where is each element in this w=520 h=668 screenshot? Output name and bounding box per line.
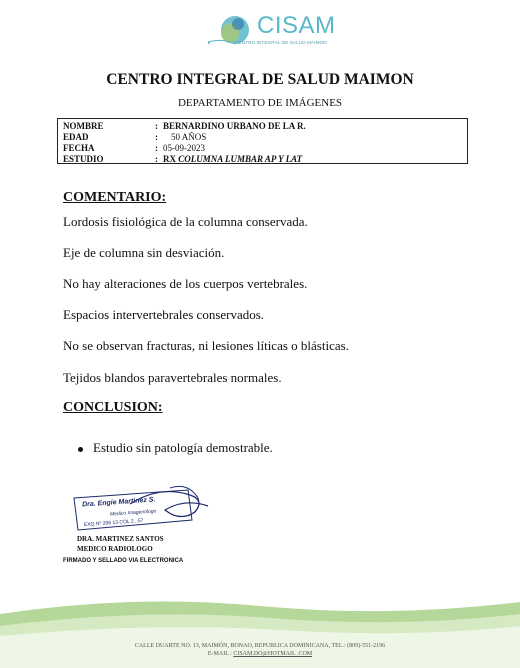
comment-paragraph: Tejidos blandos paravertebrales normales. [63,370,282,385]
row-value: 50 AÑOS [171,132,207,142]
logo-name: CISAM [257,12,336,39]
row-separator: : [155,121,158,131]
email-label: E-MAIL : [207,651,232,657]
patient-study-row [63,154,302,164]
department-title: DEPARTAMENTO DE IMÁGENES [177,97,343,109]
patient-date-row [63,143,205,153]
logo-mark-icon [205,8,265,54]
comment-paragraph: No hay alteraciones de los cuerpos vertebrales. [63,276,308,291]
conclusion-heading: CONCLUSION: [63,400,163,415]
row-label: NOMBRE [63,121,104,131]
footer-wave-icon [0,596,520,668]
footer-address: CALLE DUARTE NO. 13, MAIMÓN, BONAO, REPUBLICA DOMINICANA, TEL.: (809)-551-2196 [134,643,386,649]
row-value: COLUMNA LUMBAR AP Y LAT [178,154,303,164]
row-value-prefix: RX [163,154,176,164]
cisam-logo [205,8,336,54]
email-link[interactable]: CISAM.DO@HOTMAIL .COM [233,651,313,657]
electronic-signature-note: FIRMADO Y SELLADO VIA ELECTRONICA [63,558,184,564]
patient-age-row [63,132,206,142]
row-value: 05-09-2023 [163,143,205,153]
row-separator: : [155,132,158,142]
patient-info-box [57,118,468,164]
row-label: EDAD [63,132,89,142]
row-label: ESTUDIO [63,154,104,164]
row-value: BERNARDINO URBANO DE LA R. [163,121,306,131]
comment-paragraph: Lordosis fisiológica de la columna conservada. [63,214,308,229]
comment-paragraph: Eje de columna sin desviación. [63,245,225,260]
comment-heading: COMENTARIO: [63,190,167,205]
row-label: FECHA [63,143,95,153]
row-separator: : [155,143,158,153]
bullet-icon [78,447,83,452]
stamp-doctor-title: Medico Imagenólogo [109,508,157,518]
patient-name-row [63,121,306,131]
comment-paragraph: No se observan fracturas, ni lesiones líticas o blásticas. [63,338,349,353]
stamp-license: EXQ Nº 206 13 COL 2...57 [83,517,144,529]
footer-email-line [0,651,520,657]
report-title: CENTRO INTEGRAL DE SALUD MAIMON [106,71,414,88]
stamp-doctor-name: Dra. Engie Martinez S. [81,496,156,509]
comment-paragraph: Espacios intervertebrales conservados. [63,307,265,322]
row-separator: : [155,154,158,164]
signer-name: DRA. MARTINEZ SANTOS [77,535,164,543]
signer-role: MEDICO RADIOLOGO [77,545,153,553]
logo-subtitle: CENTRO INTEGRAL DE SALUD MAIMON [235,41,327,46]
conclusion-item: Estudio sin patología demostrable. [93,440,273,455]
